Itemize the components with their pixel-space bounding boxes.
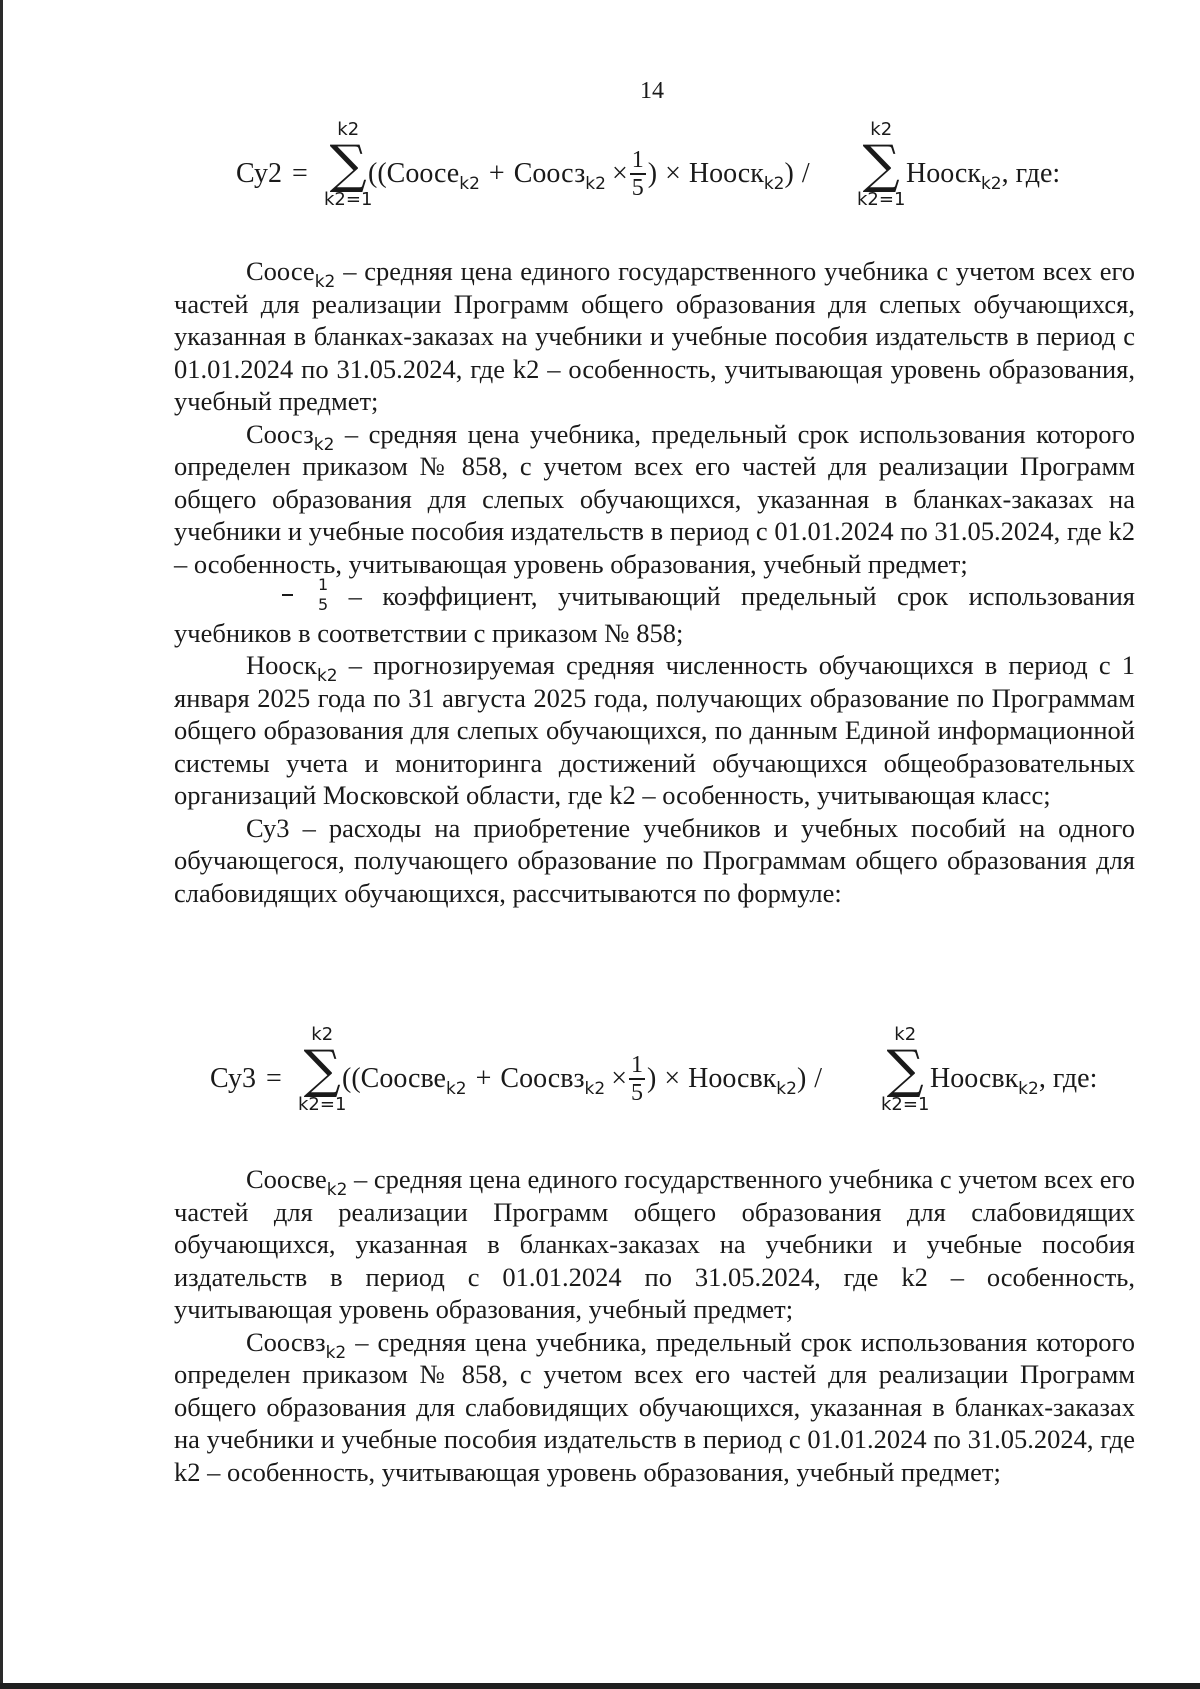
term-soosz-label: Соосз (513, 158, 586, 189)
term-soosve-subscript: k2 (445, 1078, 467, 1099)
definition-text: – средняя цена учебника, предельный срок использования которого определен приказом № 858, с учетом всех его частей для реализации Программ общего образования для слабовидящих обучающихся, указанная в бланках-заказах на учебники и учебные пособия издательств в период с 01.01.2024 по 31.05.2024, где k2 – особенность, учитывающая уровень образования, учебный предмет; (174, 1326, 1135, 1487)
term-soosvz-label: Соосвз (500, 1063, 585, 1094)
sum-lower-limit: k2=1 (857, 189, 906, 210)
term-noosk-subscript: k2 (980, 173, 1002, 194)
definition-soosvz (174, 1326, 1135, 1489)
definition-text: – средняя цена учебника, предельный срок использования которого определен приказом № 858, с учетом всех его частей для реализации Программ общего образования для слепых обучающихся, указанная в бланках-заказах на учебники и учебные пособия издательств в период с 01.01.2024 по 31.05.2024, где k2 – особенность, учитывающая уровень образования, учебный предмет; (174, 418, 1135, 579)
equals-sign: = (291, 158, 308, 189)
plus-sign: + (488, 158, 505, 189)
term-soosvz (500, 1063, 606, 1099)
symbol-label: Соосз (246, 418, 314, 449)
text-block-2 (174, 1163, 1135, 1488)
definition-noosk (174, 649, 1135, 812)
fraction-one-fifth (629, 1053, 645, 1105)
term-noosk-label: Нооск (906, 158, 981, 189)
term-noosk-label: Нооск (688, 158, 764, 189)
definition-soosz (174, 418, 1135, 581)
term-soose (386, 158, 480, 194)
symbol-subscript: k2 (326, 1179, 348, 1200)
formula-cy2 (236, 118, 1116, 228)
definition-text: – прогнозируемая средняя численность обучающихся в период с 1 января 2025 года по 31 августа 2025 года, получающих образование по Программам общего образования для слепых обучающихся, по данным Единой информационной системы учета и мониторинга достижений обучающихся общеобразовательных организаций Московской области, где k2 – особенность, учитывающая класс; (174, 650, 1135, 811)
symbol-label: Нооск (246, 650, 317, 681)
fraction-denominator: 5 (631, 174, 644, 201)
paren-close: ) (646, 1063, 657, 1094)
symbol-label: Соосве (246, 1164, 327, 1194)
scan-bottom-edge (0, 1683, 1200, 1689)
term-soosve (360, 1063, 467, 1099)
sigma-icon: ∑ (886, 1040, 924, 1100)
term-noosk-subscript: k2 (763, 173, 785, 194)
symbol-subscript: k2 (313, 434, 335, 455)
symbol-label: Соосвз (246, 1326, 326, 1357)
times-sign: × (611, 1063, 627, 1094)
sigma-icon: ∑ (862, 135, 900, 195)
sum-upper-limit: k2 (870, 119, 893, 140)
times-sign: × (665, 158, 681, 189)
sum-operator (857, 120, 905, 210)
term-noosk (906, 158, 1002, 194)
term-noosvk (930, 1063, 1039, 1099)
times-sign: × (611, 158, 628, 189)
paren-close: ) (647, 158, 658, 189)
sigma-icon: ∑ (329, 135, 367, 195)
term-noosvk-label: Ноосвк (688, 1063, 777, 1094)
sum-operator (881, 1025, 929, 1115)
definition-soose (174, 255, 1135, 418)
term-noosvk-subscript: k2 (776, 1078, 797, 1099)
symbol-subscript: k2 (316, 665, 338, 686)
sigma-icon: ∑ (303, 1040, 341, 1100)
cy3-intro (174, 812, 1135, 910)
term-soosvz-subscript: k2 (584, 1078, 606, 1099)
symbol-subscript: k2 (314, 271, 336, 292)
paragraph-text: Су3 – расходы на приобретение учебников и учебных пособий на одного обучающегося, получающего образование по Программам общего образования для слабовидящих обучающихся, рассчитываются по формуле: (174, 812, 1135, 908)
fraction-numerator: 1 (318, 575, 329, 595)
symbol-subscript: k2 (325, 1342, 347, 1363)
term-noosvk (688, 1063, 797, 1099)
term-noosvk-label: Ноосвк (930, 1063, 1019, 1094)
definition-text: – коэффициент, учитывающий предельный срок использования учебников в соответствии с приказом № 858; (174, 581, 1135, 648)
paren-close: ) (784, 158, 794, 189)
plus-sign: + (475, 1063, 492, 1094)
formula-tail: , где: (1038, 1063, 1098, 1094)
fraction-numerator: 1 (630, 1052, 643, 1079)
definition-soosve (174, 1163, 1135, 1326)
fraction-numerator: 1 (631, 147, 644, 174)
sum-lower-limit: k2=1 (298, 1094, 347, 1115)
term-soosz (513, 158, 606, 194)
text-block-1 (174, 255, 1135, 909)
division-slash: / (801, 158, 810, 189)
division-slash: / (814, 1063, 823, 1094)
term-noosvk-subscript: k2 (1018, 1078, 1039, 1099)
paren-close: ) (796, 1063, 807, 1094)
term-soose-label: Соосе (386, 158, 460, 189)
paren-open: (( (342, 1063, 361, 1094)
sum-lower-limit: k2=1 (881, 1094, 930, 1115)
sum-operator (324, 120, 372, 210)
term-soosve-label: Соосве (360, 1063, 446, 1094)
fraction-one-fifth (246, 577, 328, 612)
symbol-label: Соосе (246, 256, 315, 286)
term-soosz-subscript: k2 (585, 173, 606, 194)
formula-lhs: Су3 (210, 1063, 256, 1094)
scan-left-edge (0, 0, 3, 1689)
sum-upper-limit: k2 (894, 1024, 917, 1045)
term-noosk (688, 158, 785, 194)
sum-operator (298, 1025, 346, 1115)
formula-tail: , где: (1001, 158, 1061, 189)
sum-lower-limit: k2=1 (324, 189, 373, 210)
formula-cy3 (210, 1023, 1130, 1133)
formula-lhs: Су2 (236, 158, 282, 189)
equals-sign: = (265, 1063, 282, 1094)
term-soose-subscript: k2 (459, 173, 480, 194)
definition-text: – средняя цена единого государственного учебника с учетом всех его частей для реализации Программ общего образования для слепых обучающихся, указанная в бланках-заказах на учебники и учебные пособия издательств в период с 01.01.2024 по 31.05.2024, где k2 – особенность, учитывающая уровень образования, учебный предмет; (174, 256, 1135, 416)
definition-text: – средняя цена единого государственного учебника с учетом всех его частей для реализации Программ общего образования для слабовидящих обучающихся, указанная в бланках-заказах на учебники и учебные пособия издательств в период с 01.01.2024 по 31.05.2024, где k2 – особенность, учитывающая уровень образования, учебный предмет; (174, 1164, 1135, 1324)
fraction-denominator: 5 (318, 594, 329, 614)
fraction-one-fifth (630, 148, 646, 200)
sum-upper-limit: k2 (311, 1024, 334, 1045)
fraction-denominator: 5 (630, 1079, 643, 1106)
paren-open: (( (368, 158, 387, 189)
times-sign: × (664, 1063, 681, 1094)
definition-coefficient (174, 575, 1135, 649)
fraction-bar (282, 594, 293, 595)
page-number: 14 (640, 78, 664, 104)
sum-upper-limit: k2 (337, 119, 360, 140)
